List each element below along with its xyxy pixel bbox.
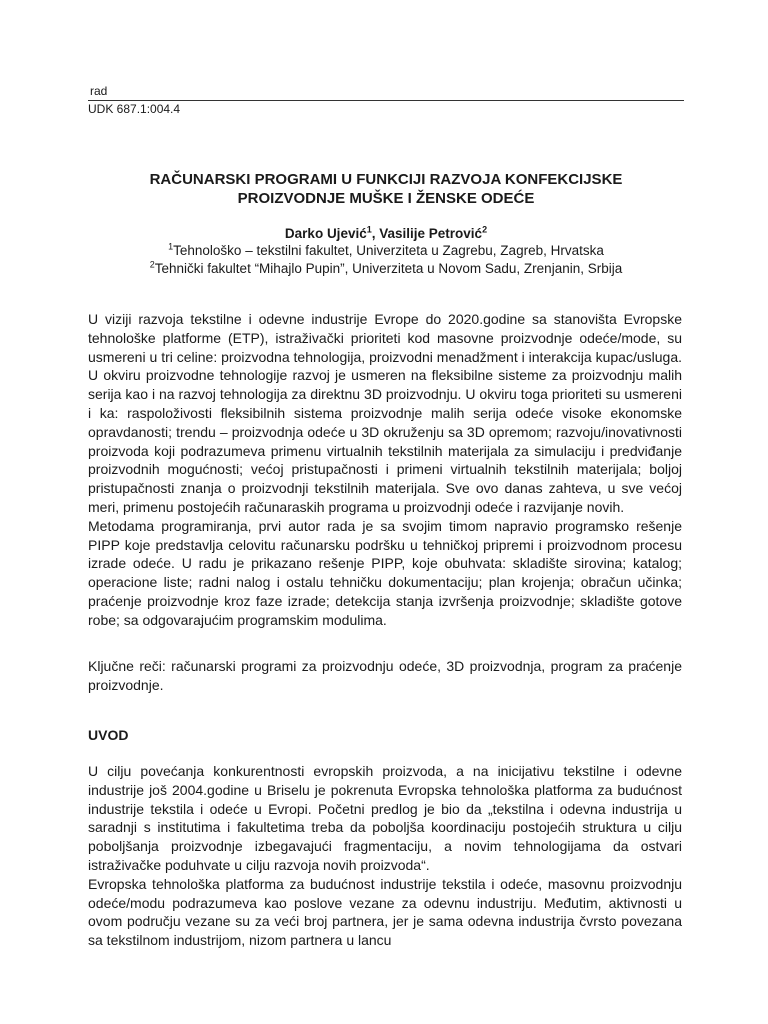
affiliation (88, 260, 684, 278)
body-paragraph: Evropska tehnološka platforma za budućnost industrije tekstila i odeće, masovnu proizvodnju odeće/modu podrazumeva kao poslove vezane za odevnu industriju. Međutim, aktivnosti u ovom području vezane su za veći broj partnera, jer je sama odevna industrija čvrsto povezana sa tekstilnom industrijom, nizom partnera u lancu (88, 875, 682, 949)
affiliation-mark: 1 (366, 224, 372, 235)
affiliation-mark: 2 (149, 259, 155, 270)
author-name: Vasilije Petrović (379, 226, 483, 241)
author-list (88, 225, 684, 243)
section-heading: UVOD (88, 727, 129, 743)
affiliation (88, 242, 684, 260)
affiliation-mark: 1 (168, 241, 174, 252)
abstract-paragraph: Metodama programiranja, prvi autor rada je sa svojim timom napravio programsko rešenje PIPP koje predstavlja celovitu računarsku podršku u tehničkoj pripremi i proizvodnom procesu izrade odeće. U radu je prikazano rešenje PIPP, koje obuhvata: skladište sirovina; katalog; operacione liste; radni nalog i ostalu tehničku dokumentaciju; plan krojenja; obračun učinka; praćenje proizvodnje kroz faze izrade; detekcija stanja izvršenja proizvodnje; skladište gotove robe; sa odgovarajućim programskim modulima. (88, 517, 682, 628)
page-header (88, 84, 684, 116)
paper-title-line-2: PROIZVODNJE MUŠKE I ŽENSKE ODEĆE (237, 190, 535, 207)
affiliation-mark: 2 (482, 224, 488, 235)
keywords: Ključne reči: računarski programi za proizvodnju odeće, 3D proizvodnja, program za praćenje proizvodnje. (88, 658, 682, 693)
section-body (88, 762, 682, 950)
header-divider (88, 100, 684, 101)
abstract (88, 310, 682, 630)
author-name: Darko Ujević (284, 226, 367, 241)
affiliation-list (88, 242, 684, 278)
udk-code: UDK 687.1:004.4 (88, 102, 181, 116)
affiliation-text: Tehnološko – tekstilni fakultet, Univerziteta u Zagrebu, Zagreb, Hrvatska (173, 243, 604, 258)
author-separator: , (371, 226, 380, 241)
paper-type-label: rad (90, 84, 108, 98)
paper-title (88, 170, 684, 208)
body-paragraph: U cilju povećanja konkurentnosti evropskih proizvoda, a na inicijativu tekstilne i odevne industrije još 2004.godine u Briselu je pokrenuta Evropska tehnološka platforma za budućnost industrije tekstila i odeće u Evropi. Početni predlog je bio da „tekstilna i odevna industrija u saradnji s institutima i fakultetima treba da poboljša koordinaciju postojećih struktura u cilju poboljšanja proizvodnje izbegavajući fragmentaciju, a novim tehnologijama da ostvari istraživačke poduhvate u cilju razvoja novih proizvoda“. (88, 763, 682, 873)
affiliation-text: Tehnički fakultet “Mihajlo Pupin”, Univerziteta u Novom Sadu, Zrenjanin, Srbija (154, 261, 623, 276)
abstract-paragraph: U viziji razvoja tekstilne i odevne industrije Evrope do 2020.godine sa stanovišta Evropske tehnološke platforme (ETP), istraživački prioriteti kod masovne proizvodnje odeće/mode, su usmereni u tri celine: proizvodna tehnologija, proizvodni menadžment i interakcija kupac/usluga. U okviru proizvodne tehnologije razvoj je usmeren na fleksibilne sisteme za proizvodnju malih serija kao i na razvoj tehnologija za direktnu 3D proizvodnju. U okviru toga prioriteti su usmereni i ka: raspoloživosti fleksibilnih sistema proizvodnje malih serija odeće visoke ekonomske opravdanosti; trendu – proizvodnja odeće u 3D okruženju sa 3D opremom; razvoju/inovativnosti proizvoda koji podrazumeva primenu virtualnih tekstilnih materijala za simulaciju i predviđanje proizvodnih mogućnosti; većoj pristupačnosti i primeni virtualnih tekstilnih materijala; boljoj pristupačnosti znanja o proizvodnji tekstilnih materijala. Sve ovo danas zahteva, u sve većoj meri, primenu postojećih računaraskih programa u proizvodnji odeće i razvijanje novih. (88, 311, 682, 515)
paper-title-line-1: RAČUNARSKI PROGRAMI U FUNKCIJI RAZVOJA KONFEKCIJSKE (149, 171, 623, 188)
